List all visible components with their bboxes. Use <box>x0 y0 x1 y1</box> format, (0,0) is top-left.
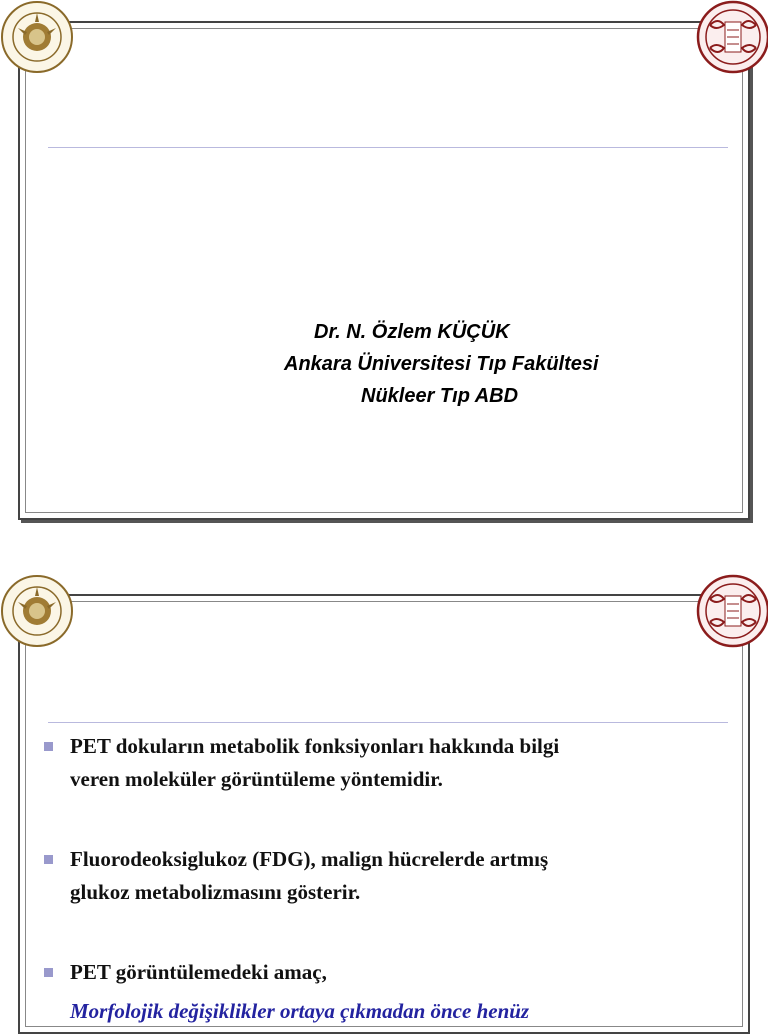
medical-faculty-seal-logo-2 <box>696 574 768 648</box>
bullet-1-line-2: veren moleküler görüntüleme yöntemidir. <box>70 767 443 791</box>
title-slide <box>18 21 750 520</box>
bullet-3-line-1: PET görüntülemedeki amaç, <box>70 960 327 984</box>
bullet-square-icon <box>44 968 53 977</box>
title-divider <box>48 147 728 148</box>
content-divider <box>48 722 728 723</box>
bullet-2-line-1: Fluorodeoksiglukoz (FDG), malign hücrelerde artmış <box>70 847 549 871</box>
bullet-1-line-1: PET dokuların metabolik fonksiyonları hakkında bilgi <box>70 734 560 758</box>
medical-faculty-seal-logo <box>696 0 768 74</box>
bullet-square-icon <box>44 742 53 751</box>
bullet-square-icon <box>44 855 53 864</box>
author-name: Dr. N. Özlem KÜÇÜK <box>314 321 510 343</box>
institution-name: Ankara Üniversitesi Tıp Fakültesi <box>284 353 599 375</box>
ankara-university-seal-logo-2 <box>0 574 74 648</box>
ankara-university-seal-logo <box>0 0 74 74</box>
bullet-3-subtext: Morfolojik değişiklikler ortaya çıkmadan önce henüz <box>70 999 530 1023</box>
department-name: Nükleer Tıp ABD <box>361 385 519 407</box>
bullet-2-line-2: glukoz metabolizmasını gösterir. <box>70 880 361 904</box>
